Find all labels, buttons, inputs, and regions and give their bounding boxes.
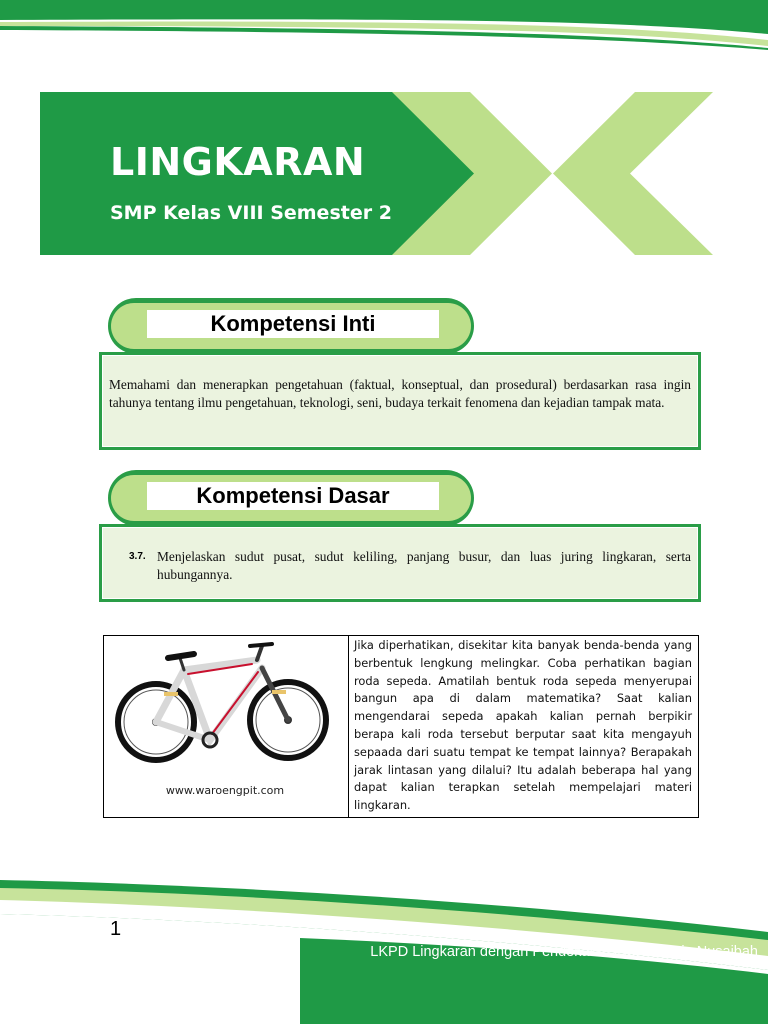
kompetensi-dasar-heading: Kompetensi Dasar [147,482,439,510]
kompetensi-inti-box [99,352,701,450]
kompetensi-inti-text: Memahami dan menerapkan pengetahuan (faktual, konseptual, dan prosedural) berdasarkan rasa ingin tahunya tentang ilmu pengetahuan, teknologi, seni, budaya terkait fenomena dan kejadian tampak mata. [109,377,691,410]
kompetensi-inti-box-inner [102,355,698,447]
kompetensi-dasar-box [99,524,701,602]
table-divider [348,635,349,818]
chevron-decoration-icon [380,92,720,255]
kompetensi-dasar-number: 3.7. [129,551,146,562]
kompetensi-inti-header [108,298,474,354]
bicycle-image [112,640,332,770]
image-caption: www.waroengpit.com [165,784,285,797]
intro-paragraph: Jika diperhatikan, disekitar kita banyak benda-benda yang berbentuk lengkung melingkar. Coba perhatikan bagian roda sepeda. Amatilah bentuk roda sepeda menyerupai bangun apa di dalam matematika? Saat kalian mengendarai sepeda apakah kalian pernah berpikir berapa kali roda tersebut berputar saat kita mengayuh sepaada dari suatu tempat ke tempat lainnya? Berapakah jarak lintasan yang dilalui? Itu adalah beberapa hal yang dapat kalian terapkan setelah mempelajari materi lingkaran. [354,638,692,813]
top-green-swoosh [0,0,768,60]
page-subtitle: SMP Kelas VIII Semester 2 [110,202,392,224]
page-number: 1 [110,918,122,940]
kompetensi-inti-heading: Kompetensi Inti [147,310,439,338]
kompetensi-dasar-box-inner [102,527,698,599]
kompetensi-dasar-header [108,470,474,526]
kompetensi-dasar-text: Menjelaskan sudut pusat, sudut keliling, panjang busur, dan luas juring lingkaran, serta hubungannya. [157,549,691,582]
page-title: LINGKARAN [110,140,366,184]
pill-inner [111,475,471,521]
pill-inner [111,303,471,349]
footer-text: LKPD Lingkaran dengan Pendekatan PMRI - Naja Nusaibah [370,944,758,960]
